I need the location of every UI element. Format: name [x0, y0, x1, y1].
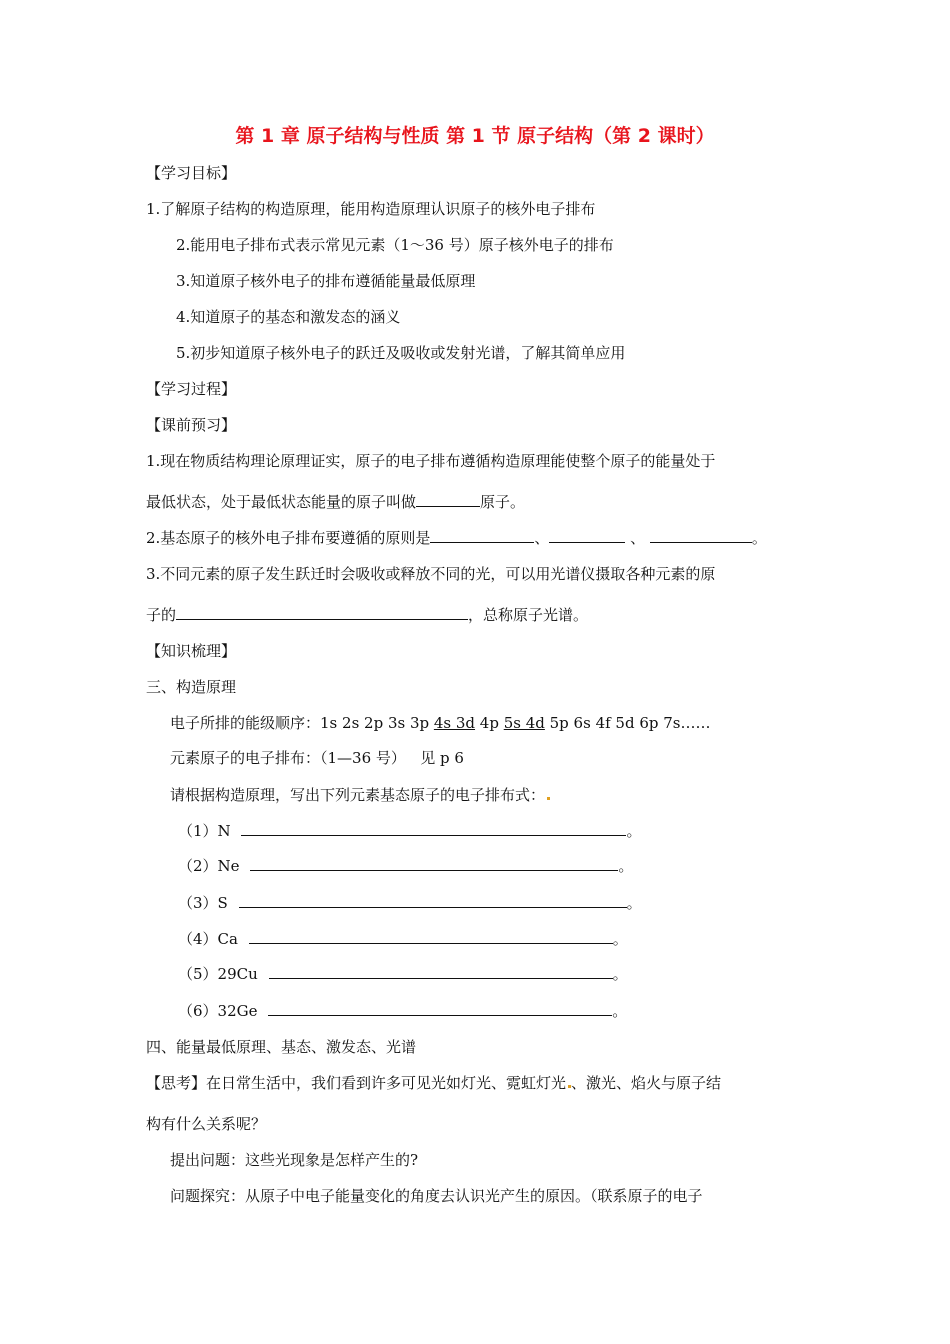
think-paragraph-cont: 构有什么关系呢？ [146, 1115, 267, 1133]
exercise-label: （1）N [178, 822, 231, 840]
instruction-text: 请根据构造原理，写出下列元素基态原子的电子排布式： [170, 786, 546, 804]
fill-blank[interactable] [176, 605, 468, 620]
order-seq-underlined: 5s 4d [503, 714, 545, 732]
exercise-item [178, 893, 642, 913]
preview-header: 【课前预习】 [146, 416, 237, 434]
goal-item: 1.了解原子结构的构造原理，能用构造原理认识原子的核外电子排布 [146, 200, 596, 218]
preview-question-2 [146, 528, 767, 548]
period: 。 [626, 822, 642, 840]
think-text: 在日常生活中，我们看到许多可见光如灯光、霓虹灯光 [206, 1074, 567, 1092]
knowledge-header: 【知识梳理】 [146, 642, 237, 660]
preview-question-1 [146, 451, 715, 471]
fill-blank[interactable] [268, 1001, 612, 1016]
goal-item: 3.知道原子核外电子的排布遵循能量最低原理 [176, 272, 476, 290]
preview-question-3-cont [146, 605, 588, 625]
element-config-line: 元素原子的电子排布：（1—36 号） 见 p 6 [170, 749, 464, 767]
section-3-heading: 三、构造原理 [146, 678, 237, 696]
fill-blank[interactable] [250, 856, 618, 871]
q2-sep: 、 [625, 529, 650, 547]
preview-question-3 [146, 564, 715, 584]
q3-text-c: ，总称原子光谱。 [468, 606, 589, 624]
period: 。 [626, 894, 642, 912]
explore-line: 问题探究：从原子中电子能量变化的角度去认识光产生的原因。（联系原子的电子 [170, 1187, 703, 1205]
order-label: 电子所排的能级顺序： [170, 714, 321, 732]
period: 。 [612, 965, 628, 983]
exercise-label: （3）S [178, 894, 228, 912]
exercise-label: （5）29Cu [178, 965, 258, 983]
q2-sep: 、 [534, 529, 550, 547]
fill-blank[interactable] [249, 929, 613, 944]
order-seq: 5p 6s 4f 5d 6p 7s…… [544, 714, 711, 732]
q3-text-b: 子的 [146, 606, 177, 624]
mark-dot [547, 797, 550, 800]
fill-blank[interactable] [650, 528, 752, 543]
exercise-item [178, 821, 641, 841]
exercise-item [178, 1001, 627, 1021]
fill-blank[interactable] [416, 492, 480, 507]
order-seq: 4p [475, 714, 504, 732]
q2-end: 。 [751, 529, 767, 547]
goal-item: 4.知道原子的基态和激发态的涵义 [176, 308, 401, 326]
goal-item: 2.能用电子排布式表示常见元素（1～36 号）原子核外电子的排布 [176, 236, 614, 254]
order-seq-underlined: 4s 3d [433, 714, 476, 732]
q3-text-a: 3.不同元素的原子发生跃迁时会吸收或释放不同的光，可以用光谱仪摄取各种元素的原 [146, 565, 716, 583]
think-label: 【思考】 [146, 1074, 207, 1092]
section-4-heading: 四、能量最低原理、基态、激发态、光谱 [146, 1038, 417, 1056]
q1-text-a: 1.现在物质结构理论原理证实，原子的电子排布遵循构造原理能使整个原子的能量处于 [146, 452, 716, 470]
question-line: 提出问题：这些光现象是怎样产生的? [170, 1151, 419, 1169]
q1-text-b: 最低状态，处于最低状态能量的原子叫做 [146, 493, 417, 511]
fill-blank[interactable] [269, 964, 613, 979]
energy-level-order [170, 713, 711, 733]
period: 。 [612, 1002, 628, 1020]
instruction-line [170, 785, 550, 805]
q2-text-a: 2.基态原子的核外电子排布要遵循的原则是 [146, 529, 431, 547]
fill-blank[interactable] [549, 528, 625, 543]
exercise-item [178, 929, 628, 949]
q1-text-c: 原子。 [480, 493, 526, 511]
exercise-item [178, 964, 628, 984]
goal-item: 5.初步知道原子核外电子的跃迁及吸收或发射光谱，了解其简单应用 [176, 344, 626, 362]
period: 。 [612, 930, 628, 948]
process-header: 【学习过程】 [146, 380, 237, 398]
exercise-label: （4）Ca [178, 930, 238, 948]
period: 。 [618, 857, 634, 875]
goals-header: 【学习目标】 [146, 164, 237, 182]
exercise-item [178, 856, 633, 876]
think-paragraph [146, 1073, 721, 1093]
preview-question-1-cont [146, 492, 525, 512]
order-seq: 1s 2s 2p 3s 3p [320, 714, 434, 732]
exercise-label: （6）32Ge [178, 1002, 258, 1020]
think-text: 、激光、焰火与原子结 [571, 1074, 722, 1092]
exercise-label: （2）Ne [178, 857, 240, 875]
fill-blank[interactable] [430, 528, 534, 543]
fill-blank[interactable] [241, 821, 626, 836]
fill-blank[interactable] [239, 893, 627, 908]
page-title: 第 1 章 原子结构与性质 第 1 节 原子结构（第 2 课时） [235, 125, 715, 147]
